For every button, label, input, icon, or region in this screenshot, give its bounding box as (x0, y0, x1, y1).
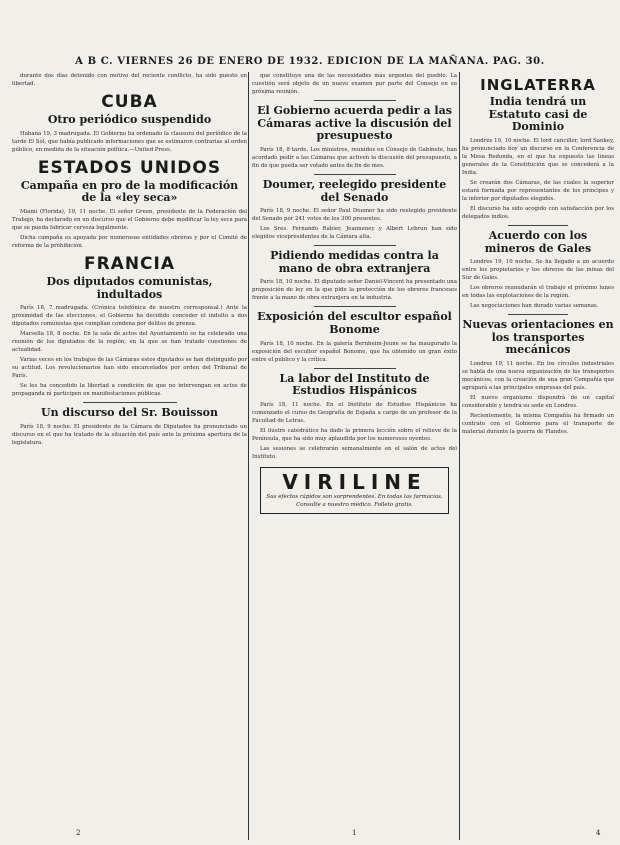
column-1 (12, 72, 247, 840)
divider (314, 100, 396, 101)
country-heading-inglaterra: INGLATERRA (480, 76, 596, 94)
paragraph: Londres 19, 11 noche. En los círculos industriales se habla de una nueva organización de los transportes mecánicos, con la creación de una gran Compañía que agrupará a las principales empresas del país. (462, 361, 614, 392)
ad-text: Sus efectos rápidos son sorprendentes. En todas las farmacias. Consulte a nuestro médico. Folleto gratis. (266, 494, 443, 508)
article-intro: que constituye una de las necesidades más urgentes del pueblo. La cuestión será objeto de un nuevo examen por parte del Consejo en su próxima reunión. (252, 73, 457, 95)
divider (314, 245, 396, 246)
headline: Doumer, reelegido presidente del Senado (262, 177, 447, 204)
page-header: A B C. VIERNES 26 DE ENERO DE 1932. EDICION DE LA MAÑANA. PAG. 30. (75, 56, 545, 67)
headline: Nuevas orientaciones en los transportes mecánicos (462, 318, 614, 357)
footer-mark-mid: 1 (352, 829, 357, 837)
paragraph: Los Sres. Fernando Rabier, Jeanneney y Albert Lebrun han sido elegidos vicepresidentes de la Cámara alta. (252, 226, 457, 241)
paragraph: Londres 19, 10 noche. Se ha llegado a un acuerdo entre los propietarios y los obreros de las minas del Sur de Gales. (462, 259, 614, 282)
paragraph: París 18, 9 noche. El señor Paul Doumer ha sido reelegido presidente del Senado por 241 votos de los 300 presentes. (252, 208, 457, 223)
paragraph: París 18, 8 tarde. Los ministros, reunidos en Consejo de Gabinete, han acordado pedir a las Cámaras que activen la discusión del presupuesto, a fin de que pueda ser votado antes de fin de mes. (252, 146, 457, 169)
column-rule (459, 72, 460, 840)
column-2 (252, 72, 457, 840)
headline: El Gobierno acuerda pedir a las Cámaras active la discusión del presupuesto (257, 104, 452, 143)
footer-mark-right: 4 (596, 829, 601, 837)
headline: Exposición del escultor español Bonome (257, 310, 452, 337)
divider (508, 225, 569, 226)
headline: Campaña en pro de la modificación de la «ley seca» (20, 178, 239, 205)
paragraph: Las negociaciones han durado varias semanas. (470, 303, 599, 310)
country-heading-eeuu: ESTADOS UNIDOS (37, 157, 222, 178)
headline: Acuerdo con los mineros de Gales (484, 228, 592, 255)
article-intro: durante dos días detenido con motivo del reciente conflicto, ha sido puesto en libertad. (12, 73, 247, 87)
paragraph: El ilustre catedrático ha dado la primera lección sobre el relieve de la Península, que ha sido muy aplaudida por los numerosos oyentes. (252, 428, 457, 443)
footer-mark-left: 2 (76, 829, 81, 837)
paragraph: Se les ha concedido la libertad a condición de que no intervengan en actos de propaganda ni participen en manifestaciones públicas. (12, 383, 247, 398)
column-3 (462, 72, 614, 840)
paragraph: Varias veces en los trabajos de las Cámaras estos diputados se han distinguido por su actitud. Los revolucionarios han sido encarcelados por orden del Tribunal de París. (12, 357, 247, 380)
divider (314, 174, 396, 175)
headline: Pidiendo medidas contra la mano de obra extranjera (270, 249, 439, 275)
divider (508, 314, 569, 315)
country-heading-cuba: CUBA (101, 92, 158, 112)
paragraph: Dicha campaña es apoyada por numerosas entidades obreras y por el Comité de reforma de la prohibición. (12, 234, 247, 249)
divider (83, 402, 177, 403)
paragraph: Londres 19, 10 noche. El lord canciller, lord Sankey, ha pronunciado hoy un discurso en la Conferencia de la Mesa Redonda, en el que ha expuesto las líneas generales de la Constitución que se concederá a la India. (462, 137, 614, 176)
country-heading-francia: FRANCIA (83, 253, 176, 274)
paragraph: Se crearán dos Cámaras, de las cuales la superior estará formada por representantes de los príncipes y la inferior por diputados elegidos. (462, 179, 614, 202)
headline: Dos diputados comunistas, indultados (46, 274, 213, 301)
paragraph: Las sesiones se celebrarán semanalmente en el salón de actos del Instituto. (252, 446, 457, 461)
paragraph: Marsella 18, 8 noche. En la sala de actos del Ayuntamiento se ha celebrado una reunión de los diputados de la región, en la que se han tratado cuestiones de actualidad. (12, 331, 247, 354)
paragraph: París 18, 10 noche. En la galería Bernheim-Jeune se ha inaugurado la exposición del escultor español Bonome, que ha obtenido un gran éxito entre el público y la crítica. (252, 340, 457, 363)
paragraph: Habana 19, 3 madrugada. El Gobierno ha ordenado la clausura del periódico de la tarde El Sol, que había publicado informaciones que se estimaron contrarias al orden público, en medida de la situación política.—United Press. (12, 130, 247, 153)
paragraph: París 18, 10 noche. El diputado señor Daniel-Vincent ha presentado una proposición de ley en la que pide la protección de los obreros franceses frente a la mano de obra extranjera en la industria. (252, 279, 457, 302)
paragraph: Los obreros reanudarán el trabajo el próximo lunes en todas las explotaciones de la región. (462, 285, 614, 300)
paragraph: París 18, 9 noche. El presidente de la Cámara de Diputados ha pronunciado un discurso en el que ha tratado de la situación del país ante la próxima apertura de la legislatura. (12, 423, 247, 446)
paragraph: El nuevo organismo dispondrá de un capital considerable y tendrá su sede en Londres. (462, 395, 614, 410)
advertisement (260, 467, 449, 514)
column-rule (248, 72, 249, 840)
headline: Otro periódico suspendido (47, 113, 212, 126)
paragraph: París 18, 7 madrugada. (Crónica telefónica de nuestro corresponsal.) Ante la proximidad de las elecciones, el Gobierno ha decidido conceder el indulto a dos diputados comunistas que cumplían condena por delitos de prensa. (12, 305, 247, 328)
paragraph: Miami (Florida), 19, 11 noche. El señor Green, presidente de la Federación del Trabajo, ha declarado en un discurso que el Gobierno debe modificar la ley seca para que se pueda fabricar cerveza legalmente. (12, 208, 247, 231)
divider (314, 368, 396, 369)
headline: India tendrá un Estatuto casi de Dominio (488, 95, 588, 134)
divider (314, 306, 396, 307)
paragraph: El discurso ha sido acogido con satisfacción por los delegados indios. (462, 205, 614, 220)
paragraph: París 18, 11 noche. En el Instituto de Estudios Hispánicos ha comenzado el curso de Geografía de España a cargo de un profesor de la Facultad de Letras. (252, 402, 457, 425)
headline: Un discurso del Sr. Bouisson (41, 406, 218, 420)
paragraph: Recientemente, la misma Compañía ha firmado un contrato con el Gobierno para el transporte de material durante la guerra de Flandes. (462, 413, 614, 436)
headline: La labor del Instituto de Estudios Hispánicos (279, 371, 430, 398)
ad-brand: VIRILINE (282, 470, 427, 495)
